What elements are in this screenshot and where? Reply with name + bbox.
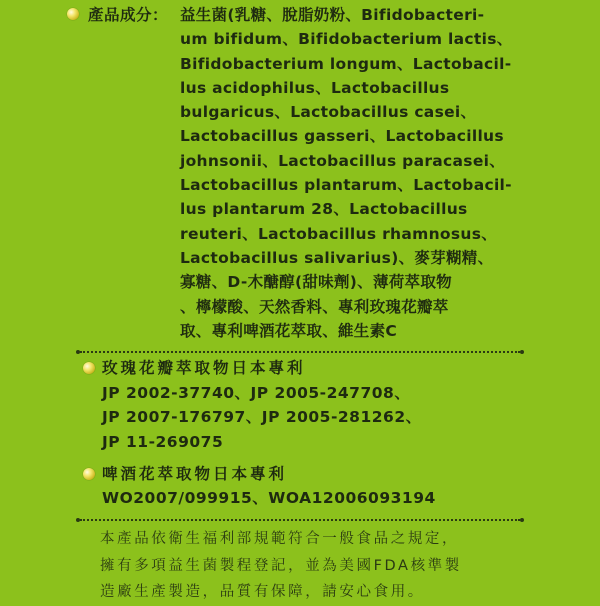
ingredients-line: lus acidophilus、Lactobacillus [180, 78, 450, 97]
rose-patent-bullet-icon [83, 362, 95, 374]
ingredients-line: Lactobacillus gasseri、Lactobacillus [180, 127, 504, 146]
ingredients-list [180, 3, 595, 343]
compliance-note [100, 526, 462, 606]
divider-dot [76, 518, 80, 522]
ingredients-line: johnsonii、Lactobacillus paracasei、 [180, 151, 506, 170]
ingredients-line: um bifidum、Bifidobacterium lactis、 [180, 30, 513, 49]
rose-patent-title: 玫瑰花瓣萃取物日本專利 [102, 359, 306, 377]
note-line: 本產品依衛生福利部規範符合一般食品之規定， [100, 531, 460, 547]
section-divider [80, 351, 520, 353]
hops-patent-list [102, 486, 436, 510]
ingredients-line: Bifidobacterium longum、Lactobacil- [180, 54, 512, 73]
hops-patent-bullet-icon [83, 468, 95, 480]
hops-patent-title: 啤酒花萃取物日本專利 [102, 465, 288, 483]
section-divider [80, 519, 520, 521]
divider-dot [520, 350, 524, 354]
ingredients-line: 取、專利啤酒花萃取、維生素C [180, 321, 398, 340]
ingredients-line: bulgaricus、Lactobacillus casei、 [180, 103, 477, 122]
divider-dot [520, 518, 524, 522]
ingredients-label: 產品成分： [88, 6, 169, 24]
patent-number-line: WO2007/099915、WOA12006093194 [102, 489, 436, 507]
ingredients-line: 益生菌(乳糖、脫脂奶粉、Bifidobacteri- [180, 6, 485, 24]
patent-number-line: JP 2002-37740、JP 2005-247708、 [102, 384, 411, 402]
note-line: 擁有多項益生菌製程登記，並為美國FDA核準製 [100, 557, 462, 574]
ingredients-line: Lactobacillus salivarius)、麥芽糊精、 [180, 248, 494, 267]
rose-patent-list [102, 381, 422, 454]
ingredients-line: reuteri、Lactobacillus rhamnosus、 [180, 224, 498, 243]
ingredients-line: 寡糖、D-木醣醇(甜味劑)、薄荷萃取物 [180, 273, 452, 292]
note-line: 造廠生產製造，品質有保障，請安心食用。 [100, 584, 425, 600]
ingredients-line: 、檸檬酸、天然香料、專利玫瑰花瓣萃 [180, 297, 449, 316]
divider-dot [76, 350, 80, 354]
patent-number-line: JP 11-269075 [102, 432, 224, 451]
ingredients-line: lus plantarum 28、Lactobacillus [180, 200, 468, 219]
ingredients-line: Lactobacillus plantarum、Lactobacil- [180, 176, 512, 195]
ingredients-bullet-icon [67, 8, 79, 20]
patent-number-line: JP 2007-176797、JP 2005-281262、 [102, 408, 422, 427]
